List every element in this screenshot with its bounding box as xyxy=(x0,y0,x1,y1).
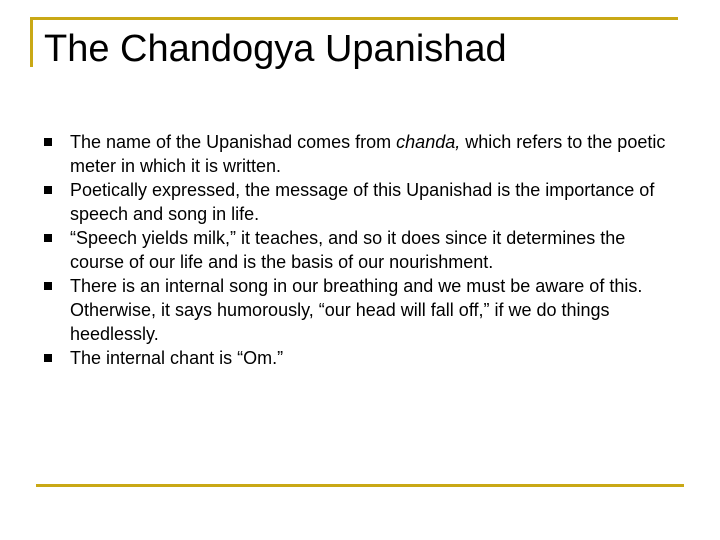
frame-top-rule xyxy=(30,17,678,20)
bullet-item xyxy=(42,346,682,370)
slide-title: The Chandogya Upanishad xyxy=(44,28,507,70)
square-bullet-icon xyxy=(44,138,52,146)
bullet-text-start: The name of the Upanishad comes from xyxy=(70,132,397,152)
bullet-item xyxy=(42,274,682,346)
bullet-item xyxy=(42,226,682,274)
square-bullet-icon xyxy=(44,354,52,362)
bullet-item xyxy=(42,178,682,226)
square-bullet-icon xyxy=(44,234,52,242)
bullet-list xyxy=(42,130,682,370)
bullet-text-end: which refers to the poetic meter in which it is written. xyxy=(70,132,666,176)
bullet-item xyxy=(42,130,682,178)
frame-bottom-rule xyxy=(36,484,684,487)
frame-left-rule xyxy=(30,17,33,67)
bullet-text-emphasis: chanda, xyxy=(396,132,461,152)
bullet-text: “Speech yields milk,” it teaches, and so it does since it determines the course of our life and is the basis of our nourishment. xyxy=(70,228,626,272)
bullet-text: Poetically expressed, the message of this Upanishad is the importance of speech and song in life. xyxy=(70,180,655,224)
bullet-text: The internal chant is “Om.” xyxy=(70,348,284,368)
square-bullet-icon xyxy=(44,282,52,290)
bullet-text: There is an internal song in our breathing and we must be aware of this. Otherwise, it says humorously, “our head will fall off,” if we do things heedlessly. xyxy=(70,276,643,344)
square-bullet-icon xyxy=(44,186,52,194)
